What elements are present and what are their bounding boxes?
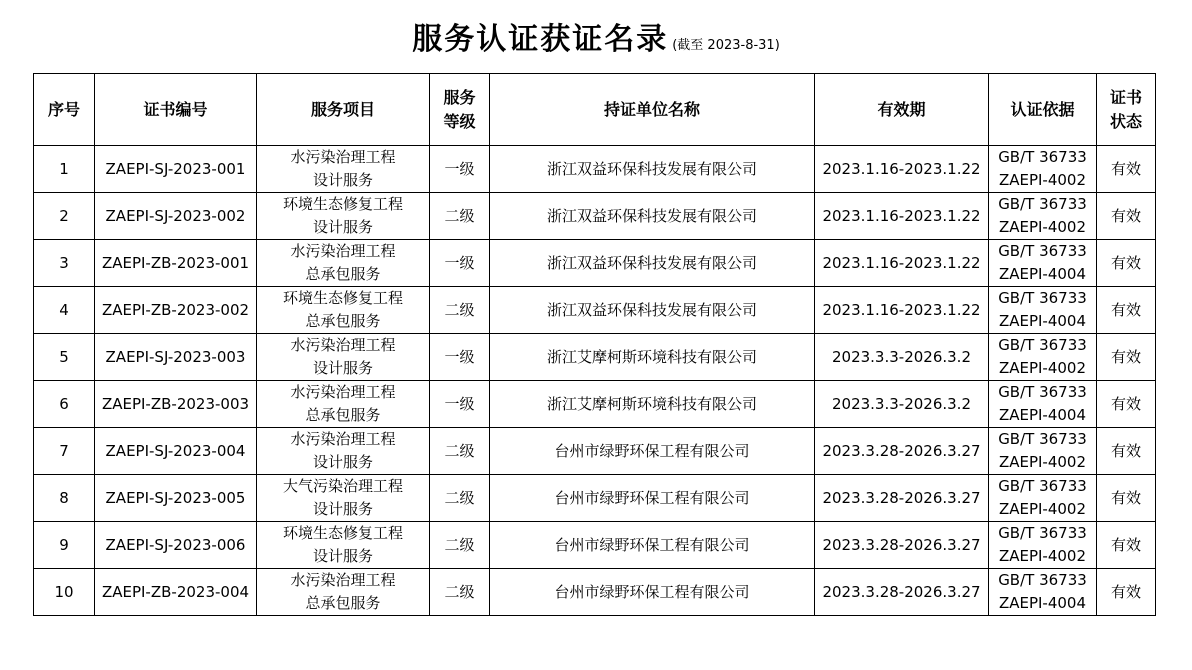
service-item-line1: 大气污染治理工程 [282,477,403,495]
cell-status: 有效 [1097,240,1156,287]
cell-validity: 2023.3.28-2026.3.27 [815,569,989,616]
cell-holder: 台州市绿野环保工程有限公司 [490,428,815,475]
cell-seq: 4 [34,287,95,334]
cell-status: 有效 [1097,287,1156,334]
cell-service-item [257,522,430,569]
basis-line1: GB/T 36733 [998,289,1087,307]
cell-holder: 台州市绿野环保工程有限公司 [490,522,815,569]
cell-validity: 2023.1.16-2023.1.22 [815,146,989,193]
cell-cert-no: ZAEPI-SJ-2023-001 [95,146,257,193]
certificate-table [33,73,1156,616]
cell-status: 有效 [1097,475,1156,522]
cell-cert-no: ZAEPI-SJ-2023-003 [95,334,257,381]
service-item-line1: 环境生态修复工程 [282,524,403,542]
cell-service-item [257,428,430,475]
header-cert-no: 证书编号 [95,74,257,146]
basis-line1: GB/T 36733 [998,195,1087,213]
cell-grade: 二级 [430,522,490,569]
title-date-note: (截至 2023-8-31) [672,38,780,53]
basis-line2: ZAEPI-4004 [998,312,1087,330]
table-row [34,146,1156,193]
cell-cert-no: ZAEPI-ZB-2023-003 [95,381,257,428]
service-item-line1: 水污染治理工程 [290,336,396,354]
page-title [0,14,1192,58]
cell-grade: 一级 [430,381,490,428]
cell-validity: 2023.1.16-2023.1.22 [815,240,989,287]
table-row [34,569,1156,616]
service-item-line2: 总承包服务 [305,265,381,283]
cell-status: 有效 [1097,146,1156,193]
cell-status: 有效 [1097,334,1156,381]
service-item-line2: 设计服务 [312,500,373,518]
basis-line1: GB/T 36733 [998,571,1087,589]
table-row [34,381,1156,428]
cell-status: 有效 [1097,381,1156,428]
header-row [34,74,1156,146]
cell-service-item [257,287,430,334]
table-row [34,475,1156,522]
cell-validity: 2023.3.28-2026.3.27 [815,475,989,522]
basis-line2: ZAEPI-4004 [998,265,1087,283]
cell-basis [989,334,1097,381]
table-row [34,428,1156,475]
header-grade-line2: 等级 [443,111,476,131]
service-item-line1: 水污染治理工程 [290,148,396,166]
cell-validity: 2023.3.28-2026.3.27 [815,522,989,569]
basis-line1: GB/T 36733 [998,383,1087,401]
header-validity: 有效期 [815,74,989,146]
table-row [34,193,1156,240]
table-row [34,240,1156,287]
cell-validity: 2023.3.3-2026.3.2 [815,381,989,428]
cell-seq: 1 [34,146,95,193]
service-item-line1: 环境生态修复工程 [282,195,403,213]
cell-service-item [257,193,430,240]
basis-line1: GB/T 36733 [998,242,1087,260]
cell-seq: 5 [34,334,95,381]
cell-seq: 3 [34,240,95,287]
header-service-item: 服务项目 [257,74,430,146]
cell-holder: 浙江双益环保科技发展有限公司 [490,146,815,193]
cell-status: 有效 [1097,522,1156,569]
cell-seq: 9 [34,522,95,569]
cell-holder: 浙江双益环保科技发展有限公司 [490,240,815,287]
cell-seq: 10 [34,569,95,616]
service-item-line1: 环境生态修复工程 [282,289,403,307]
cell-holder: 台州市绿野环保工程有限公司 [490,569,815,616]
cell-service-item [257,240,430,287]
cell-grade: 二级 [430,428,490,475]
cell-service-item [257,475,430,522]
cell-validity: 2023.1.16-2023.1.22 [815,193,989,240]
service-item-line2: 设计服务 [312,453,373,471]
cell-basis [989,381,1097,428]
service-item-line2: 总承包服务 [305,312,381,330]
cell-service-item [257,146,430,193]
table-row [34,334,1156,381]
header-grade-line1: 服务 [443,87,476,107]
service-item-line2: 总承包服务 [305,406,381,424]
cell-status: 有效 [1097,428,1156,475]
service-item-line1: 水污染治理工程 [290,242,396,260]
cell-service-item [257,381,430,428]
cell-basis [989,193,1097,240]
cell-holder: 浙江艾摩柯斯环境科技有限公司 [490,334,815,381]
basis-line1: GB/T 36733 [998,430,1087,448]
service-item-line1: 水污染治理工程 [290,571,396,589]
basis-line2: ZAEPI-4002 [998,218,1087,236]
basis-line2: ZAEPI-4002 [998,453,1087,471]
service-item-line2: 总承包服务 [305,594,381,612]
table-row [34,287,1156,334]
cell-status: 有效 [1097,193,1156,240]
basis-line1: GB/T 36733 [998,477,1087,495]
cell-basis [989,240,1097,287]
header-seq: 序号 [34,74,95,146]
cell-cert-no: ZAEPI-SJ-2023-004 [95,428,257,475]
cell-cert-no: ZAEPI-ZB-2023-001 [95,240,257,287]
basis-line1: GB/T 36733 [998,148,1087,166]
basis-line2: ZAEPI-4004 [998,406,1087,424]
cell-grade: 一级 [430,334,490,381]
service-item-line2: 设计服务 [312,359,373,377]
service-item-line2: 设计服务 [312,171,373,189]
cell-cert-no: ZAEPI-ZB-2023-002 [95,287,257,334]
cell-cert-no: ZAEPI-SJ-2023-006 [95,522,257,569]
basis-line1: GB/T 36733 [998,524,1087,542]
service-item-line2: 设计服务 [312,218,373,236]
cell-grade: 二级 [430,569,490,616]
cell-cert-no: ZAEPI-ZB-2023-004 [95,569,257,616]
cell-seq: 6 [34,381,95,428]
cell-basis [989,146,1097,193]
header-grade [430,74,490,146]
cell-basis [989,428,1097,475]
basis-line2: ZAEPI-4002 [998,171,1087,189]
basis-line1: GB/T 36733 [998,336,1087,354]
cell-seq: 2 [34,193,95,240]
header-basis: 认证依据 [989,74,1097,146]
cell-grade: 二级 [430,193,490,240]
table-body [34,146,1156,616]
cell-holder: 浙江双益环保科技发展有限公司 [490,287,815,334]
cell-holder: 浙江双益环保科技发展有限公司 [490,193,815,240]
cell-validity: 2023.3.28-2026.3.27 [815,428,989,475]
header-status-line2: 状态 [1109,111,1142,131]
cell-seq: 8 [34,475,95,522]
cell-cert-no: ZAEPI-SJ-2023-002 [95,193,257,240]
cell-basis [989,475,1097,522]
cell-holder: 台州市绿野环保工程有限公司 [490,475,815,522]
basis-line2: ZAEPI-4002 [998,500,1087,518]
cell-validity: 2023.3.3-2026.3.2 [815,334,989,381]
cell-seq: 7 [34,428,95,475]
cell-grade: 二级 [430,475,490,522]
cell-grade: 二级 [430,287,490,334]
header-status-line1: 证书 [1109,87,1142,107]
cell-holder: 浙江艾摩柯斯环境科技有限公司 [490,381,815,428]
header-status [1097,74,1156,146]
basis-line2: ZAEPI-4004 [998,594,1087,612]
cell-service-item [257,334,430,381]
cell-service-item [257,569,430,616]
title-main: 服务认证获证名录 [412,22,669,57]
service-item-line2: 设计服务 [312,547,373,565]
service-item-line1: 水污染治理工程 [290,383,396,401]
table-header [34,74,1156,146]
cell-status: 有效 [1097,569,1156,616]
cell-basis [989,569,1097,616]
table-row [34,522,1156,569]
cell-cert-no: ZAEPI-SJ-2023-005 [95,475,257,522]
basis-line2: ZAEPI-4002 [998,359,1087,377]
cell-grade: 一级 [430,146,490,193]
service-item-line1: 水污染治理工程 [290,430,396,448]
cell-grade: 一级 [430,240,490,287]
cell-basis [989,522,1097,569]
cell-basis [989,287,1097,334]
header-holder: 持证单位名称 [490,74,815,146]
basis-line2: ZAEPI-4002 [998,547,1087,565]
cell-validity: 2023.1.16-2023.1.22 [815,287,989,334]
